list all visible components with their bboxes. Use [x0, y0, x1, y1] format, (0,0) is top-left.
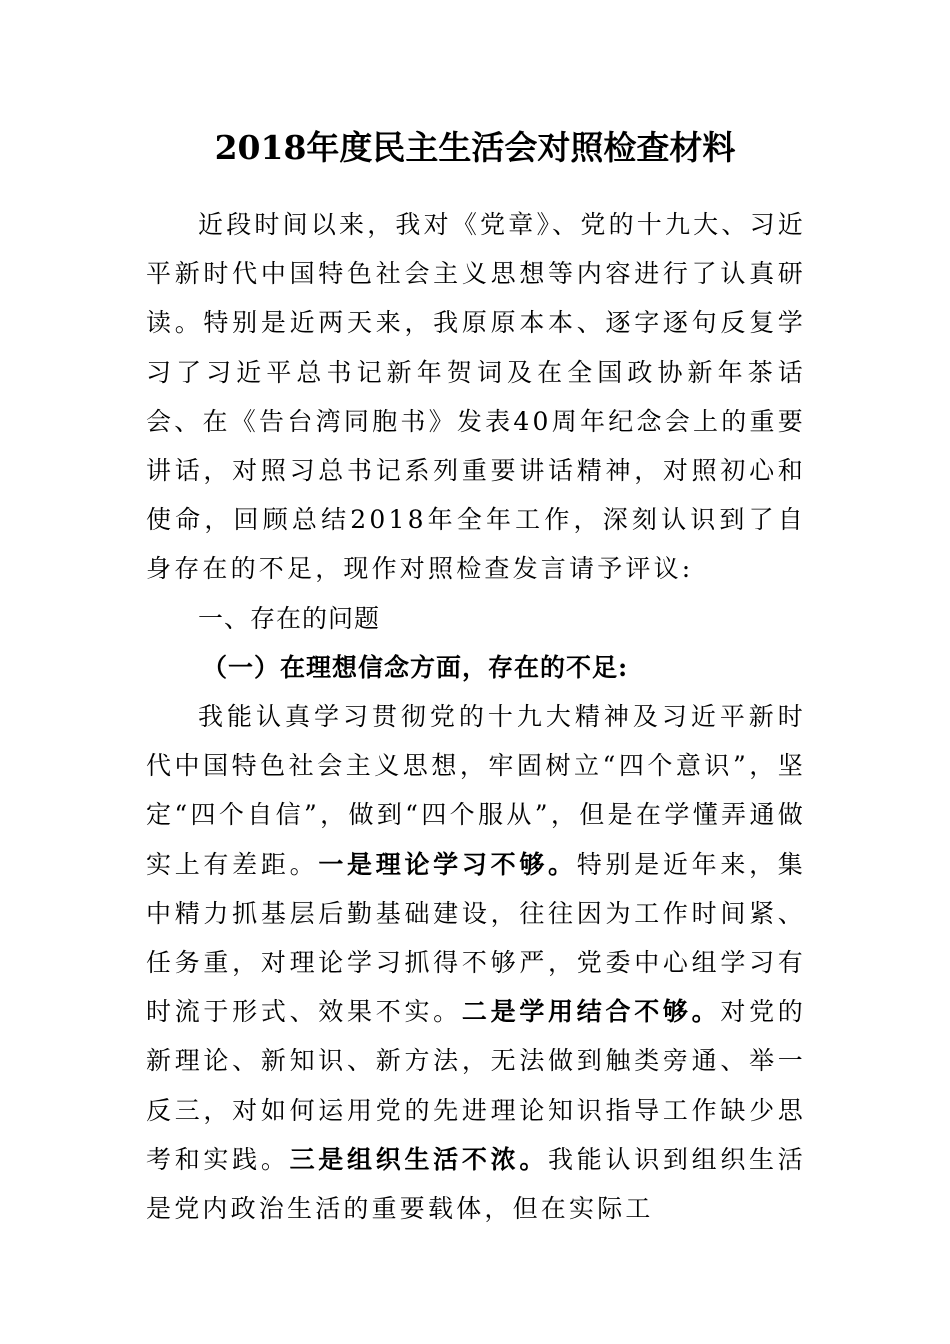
paragraph-text: 对党的新理论、新知识、新方法，无法做到触类旁通、举一反三，对如何运用党的先进理论知识指导工作缺少思考和实践。 — [146, 997, 806, 1174]
paragraph-text: 特别是近年来，集中精力抓基层后勤基础建设，往往因为工作时间紧、任务重，对理论学习抓得不够严，党委中心组学习有时流于形式、效果不实。 — [146, 849, 807, 1027]
emphasis-point-1: 一是理论学习不够。 — [318, 849, 577, 879]
document-body — [146, 200, 806, 1233]
emphasis-point-3: 三是组织生活不浓。 — [289, 1144, 549, 1174]
paragraph-text: 我能认真学习贯彻党的十九大精神及习近平新时代中国特色社会主义思想，牢固树立“四个意识”，坚定“四个自信”，做到“四个服从”，但是在学懂弄通做实上有差距。 — [146, 702, 806, 879]
emphasis-point-2: 二是学用结合不够。 — [461, 997, 721, 1027]
document-title: 2018年度民主生活会对照检查材料 — [214, 128, 736, 167]
paragraph-text: 我能认识到组织生活是党内政治生活的重要载体，但在实际工 — [146, 1144, 806, 1224]
body-paragraph — [146, 692, 806, 1233]
subsection-heading: （一）在理想信念方面，存在的不足: — [202, 652, 629, 682]
section-heading: 一、存在的问题 — [198, 603, 381, 633]
intro-paragraph: 近段时间以来，我对《党章》、党的十九大、习近平新时代中国特色社会主义思想等内容进行了认真研读。特别是近两天来，我原原本本、逐字逐句反复学习了习近平总书记新年贺词及在全国政协新年茶话会、在《告台湾同胞书》发表40周年纪念会上的重要讲话，对照习总书记系列重要讲话精神，对照初心和使命，回顾总结2018年全年工作，深刻认识到了自身存在的不足，现作对照检查发言请予评议: — [146, 210, 806, 584]
